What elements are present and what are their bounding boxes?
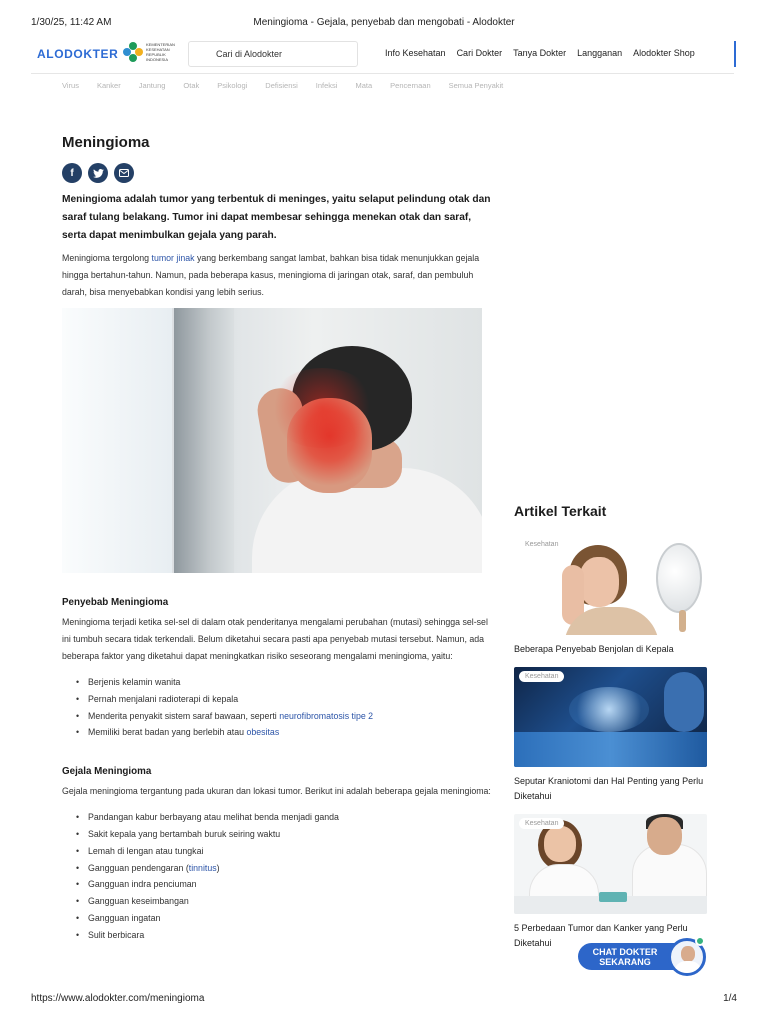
kemenkes-emblem-icon — [123, 42, 143, 62]
related-card[interactable] — [514, 535, 707, 657]
kemenkes-logo — [123, 42, 176, 62]
category-jantung[interactable]: Jantung — [138, 81, 166, 90]
symptoms-heading: Gejala Meningioma — [62, 766, 152, 778]
category-kanker[interactable]: Kanker — [96, 81, 121, 90]
article-title: Meningioma — [62, 134, 150, 151]
category-infeksi[interactable]: Infeksi — [315, 81, 338, 90]
share-buttons — [62, 163, 494, 183]
related-card-image[interactable] — [514, 814, 707, 914]
causes-heading: Penyebab Meningioma — [62, 597, 169, 608]
facebook-icon[interactable]: f — [62, 163, 82, 183]
chat-line-2: SEKARANG — [599, 957, 651, 967]
twitter-icon[interactable] — [88, 163, 108, 183]
category-psikologi[interactable]: Psikologi — [217, 81, 248, 90]
online-status-icon — [695, 936, 705, 946]
causes-list — [76, 674, 494, 741]
card-tag: Kesehatan — [519, 539, 564, 550]
print-datetime: 1/30/25, 11:42 AM — [31, 17, 112, 28]
category-semua-penyakit[interactable]: Semua Penyakit — [448, 81, 504, 90]
related-card-title[interactable]: 5 Perbedaan Tumor dan Kanker yang Perlu Diketahui — [514, 923, 688, 948]
related-card-image[interactable] — [514, 667, 707, 767]
article — [62, 131, 494, 944]
print-page-title: Meningioma - Gejala, penyebab dan mengobati - Alodokter — [253, 17, 515, 28]
hero-image-headache — [62, 308, 482, 573]
symptoms-text: Gejala meningioma tergantung pada ukuran dan lokasi tumor. Berikut ini adalah beberapa gejala meningioma: — [62, 786, 491, 797]
list-item: • Gangguan pendengaran (tinnitus) — [76, 860, 494, 877]
intro-text-before: Meningioma tergolong — [62, 253, 152, 263]
nav-item-info-kesehatan[interactable]: Info Kesehatan — [385, 48, 446, 58]
list-item: • Lemah di lengan atau tungkai — [76, 843, 494, 860]
email-icon[interactable] — [114, 163, 134, 183]
topbar-edge-accent — [734, 41, 736, 67]
list-item: • Pernah menjalani radioterapi di kepala — [76, 691, 494, 708]
card-tag: Kesehatan — [519, 818, 564, 829]
related-card-title[interactable]: Seputar Kraniotomi dan Hal Penting yang Perlu Diketahui — [514, 776, 704, 801]
print-page-number: 1/4 — [723, 993, 737, 1004]
tinnitus-link[interactable]: tinnitus — [188, 862, 217, 873]
print-footer — [31, 993, 737, 1007]
list-item: • Gangguan keseimbangan — [76, 893, 494, 910]
neurofibromatosis-link[interactable]: neurofibromatosis tipe 2 — [279, 710, 374, 721]
nav-item-langganan[interactable]: Langganan — [577, 48, 623, 58]
category-pencernaan[interactable]: Pencernaan — [390, 81, 431, 90]
category-nav — [62, 81, 503, 90]
intro-text-after: yang berkembang sangat lambat, bahkan bisa tidak menunjukkan gejala hingga bertahun-tahun. Namun, pada beberapa kasus, meningioma di jaringan otak, saraf, dan pembuluh darah, bisa menyebabkan kondisi yang lebih serius. — [62, 253, 480, 297]
related-card[interactable] — [514, 814, 707, 951]
list-item: • Sakit kepala yang bertambah buruk seiring waktu — [76, 826, 494, 843]
list-item: • Sulit berbicara — [76, 927, 494, 944]
kemenkes-text: KEMENTERIAN KESEHATAN REPUBLIK INDONESIA — [146, 42, 175, 62]
causes-text: Meningioma terjadi ketika sel-sel di dalam otak penderitanya mengalami perubahan (mutasi) sehingga sel-sel ini tumbuh secara tidak terkendali. Belum diketahui secara pasti apa penyebab mutasi tersebut. Namun, ada beberapa faktor yang diketahui dapat meningkatkan risiko seseorang mengalami meningioma, yaitu: — [62, 617, 488, 661]
tumor-jinak-link[interactable]: tumor jinak — [151, 253, 195, 263]
nav-item-tanya-dokter[interactable]: Tanya Dokter — [513, 48, 567, 58]
list-item: • Pandangan kabur berbayang atau melihat benda menjadi ganda — [76, 809, 494, 826]
article-lead: Meningioma adalah tumor yang terbentuk di meninges, yaitu selaput pelindung otak dan saraf tulang belakang. Tumor ini dapat membesar sehingga menekan otak dan saraf, serta dapat menimbulkan gejala yang parah. — [62, 194, 491, 241]
search-input[interactable]: Cari di Alodokter — [188, 41, 358, 67]
obesitas-link[interactable]: obesitas — [246, 727, 280, 738]
category-mata[interactable]: Mata — [355, 81, 373, 90]
nav-item-alodokter-shop[interactable]: Alodokter Shop — [633, 48, 695, 58]
symptoms-list — [76, 809, 494, 943]
category-otak[interactable]: Otak — [183, 81, 200, 90]
related-card-title[interactable]: Beberapa Penyebab Benjolan di Kepala — [514, 644, 674, 654]
print-url: https://www.alodokter.com/meningioma — [31, 993, 205, 1004]
alodokter-logo[interactable]: ALODOKTER — [37, 47, 119, 61]
print-header — [31, 17, 737, 31]
chat-line-1: CHAT DOKTER — [592, 947, 658, 957]
related-heading: Artikel Terkait — [514, 503, 607, 519]
category-virus[interactable]: Virus — [62, 81, 79, 90]
card-tag: Kesehatan — [519, 671, 564, 682]
list-item: • Berjenis kelamin wanita — [76, 674, 494, 691]
list-item: • Gangguan indra penciuman — [76, 876, 494, 893]
main-nav — [385, 48, 695, 58]
category-defisiensi[interactable]: Defisiensi — [265, 81, 298, 90]
related-card-image[interactable] — [514, 535, 707, 635]
nav-item-cari-dokter[interactable]: Cari Dokter — [456, 48, 503, 58]
topbar-divider — [31, 73, 734, 74]
related-articles — [514, 503, 707, 951]
list-item: • Gangguan ingatan — [76, 910, 494, 927]
article-intro — [62, 250, 494, 301]
list-item: • Memiliki berat badan yang berlebih atau obesitas — [76, 724, 494, 741]
top-navigation-bar — [31, 41, 734, 69]
chat-doctor-button[interactable] — [578, 938, 708, 974]
list-item: • Menderita penyakit sistem saraf bawaan, seperti neurofibromatosis tipe 2 — [76, 708, 494, 725]
related-card[interactable] — [514, 667, 707, 804]
